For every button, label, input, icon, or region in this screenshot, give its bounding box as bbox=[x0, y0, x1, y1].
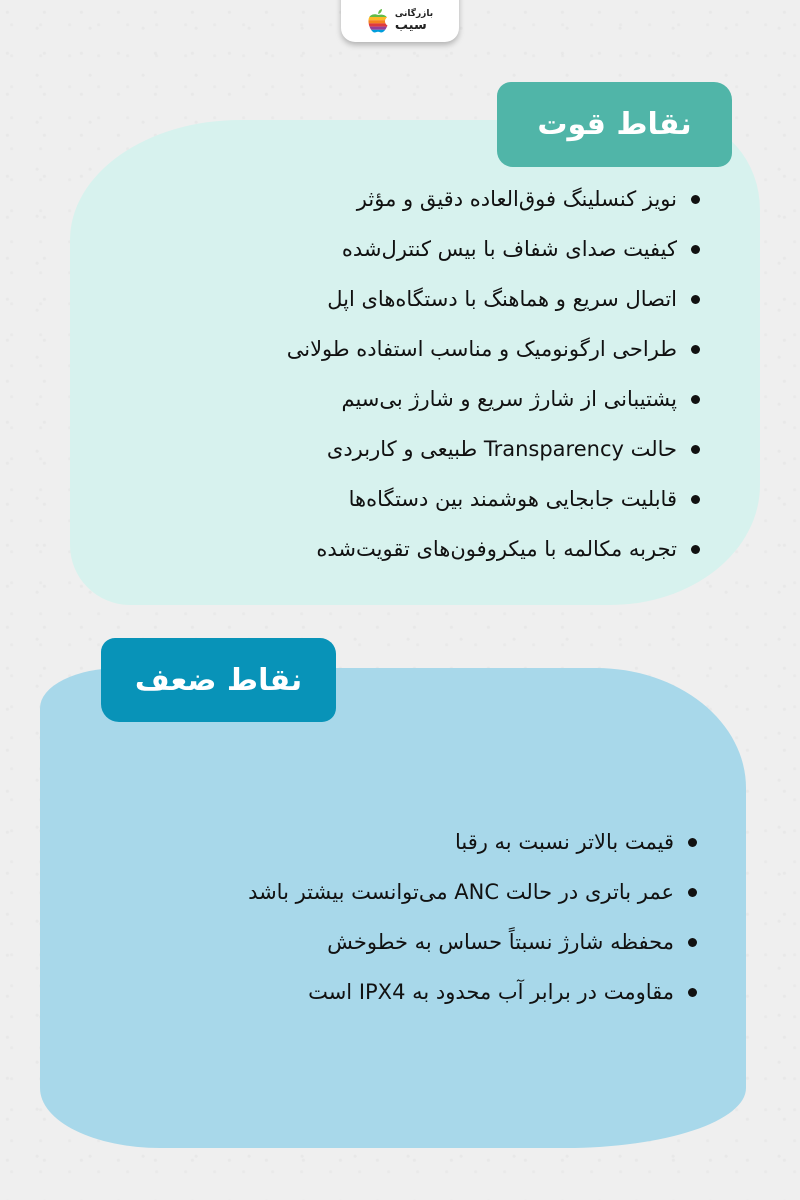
apple-rainbow-icon bbox=[367, 8, 389, 34]
list-item bbox=[248, 867, 697, 917]
list-item bbox=[248, 917, 697, 967]
list-item bbox=[287, 474, 700, 524]
brand-logo bbox=[341, 0, 459, 42]
list-item-text: حالت Transparency طبیعی و کاربردی bbox=[326, 437, 677, 461]
list-item-text: پشتیبانی از شارژ سریع و شارژ بی‌سیم bbox=[341, 387, 677, 411]
bullet-icon bbox=[691, 445, 700, 454]
list-item bbox=[287, 324, 700, 374]
bullet-icon bbox=[691, 245, 700, 254]
bullet-icon bbox=[688, 988, 697, 997]
list-item-text: قیمت بالاتر نسبت به رقبا bbox=[454, 830, 674, 854]
brand-name-line1: بازرگانی bbox=[394, 9, 434, 19]
bullet-icon bbox=[691, 495, 700, 504]
brand-name-line2: سیب bbox=[394, 18, 427, 33]
list-item bbox=[287, 374, 700, 424]
list-item bbox=[287, 274, 700, 324]
list-item-text: نویز کنسلینگ فوق‌العاده دقیق و مؤثر bbox=[356, 187, 677, 211]
list-item bbox=[287, 524, 700, 574]
list-item-text: قابلیت جابجایی هوشمند بین دستگاه‌ها bbox=[348, 487, 677, 511]
list-item bbox=[248, 967, 697, 1017]
list-item-text: کیفیت صدای شفاف با بیس کنترل‌شده bbox=[341, 237, 677, 261]
brand-name bbox=[395, 10, 433, 32]
list-item-text: مقاومت در برابر آب محدود به IPX4 است bbox=[308, 980, 674, 1004]
strengths-list bbox=[287, 174, 700, 574]
list-item-text: اتصال سریع و هماهنگ با دستگاه‌های اپل bbox=[327, 287, 677, 311]
strengths-title: نقاط قوت bbox=[497, 82, 732, 167]
bullet-icon bbox=[691, 395, 700, 404]
list-item bbox=[287, 424, 700, 474]
list-item-text: عمر باتری در حالت ANC می‌توانست بیشتر باشد bbox=[248, 880, 674, 904]
list-item bbox=[248, 817, 697, 867]
bullet-icon bbox=[691, 545, 700, 554]
list-item-text: طراحی ارگونومیک و مناسب استفاده طولانی bbox=[286, 337, 677, 361]
bullet-icon bbox=[691, 345, 700, 354]
weaknesses-title: نقاط ضعف bbox=[101, 638, 336, 722]
bullet-icon bbox=[688, 838, 697, 847]
bullet-icon bbox=[691, 195, 700, 204]
bullet-icon bbox=[688, 888, 697, 897]
list-item bbox=[287, 174, 700, 224]
bullet-icon bbox=[691, 295, 700, 304]
bullet-icon bbox=[688, 938, 697, 947]
list-item-text: تجربه مکالمه با میکروفون‌های تقویت‌شده bbox=[316, 537, 677, 561]
list-item-text: محفظه شارژ نسبتاً حساس به خطوخش bbox=[327, 930, 674, 954]
list-item bbox=[287, 224, 700, 274]
weaknesses-list bbox=[248, 817, 697, 1017]
